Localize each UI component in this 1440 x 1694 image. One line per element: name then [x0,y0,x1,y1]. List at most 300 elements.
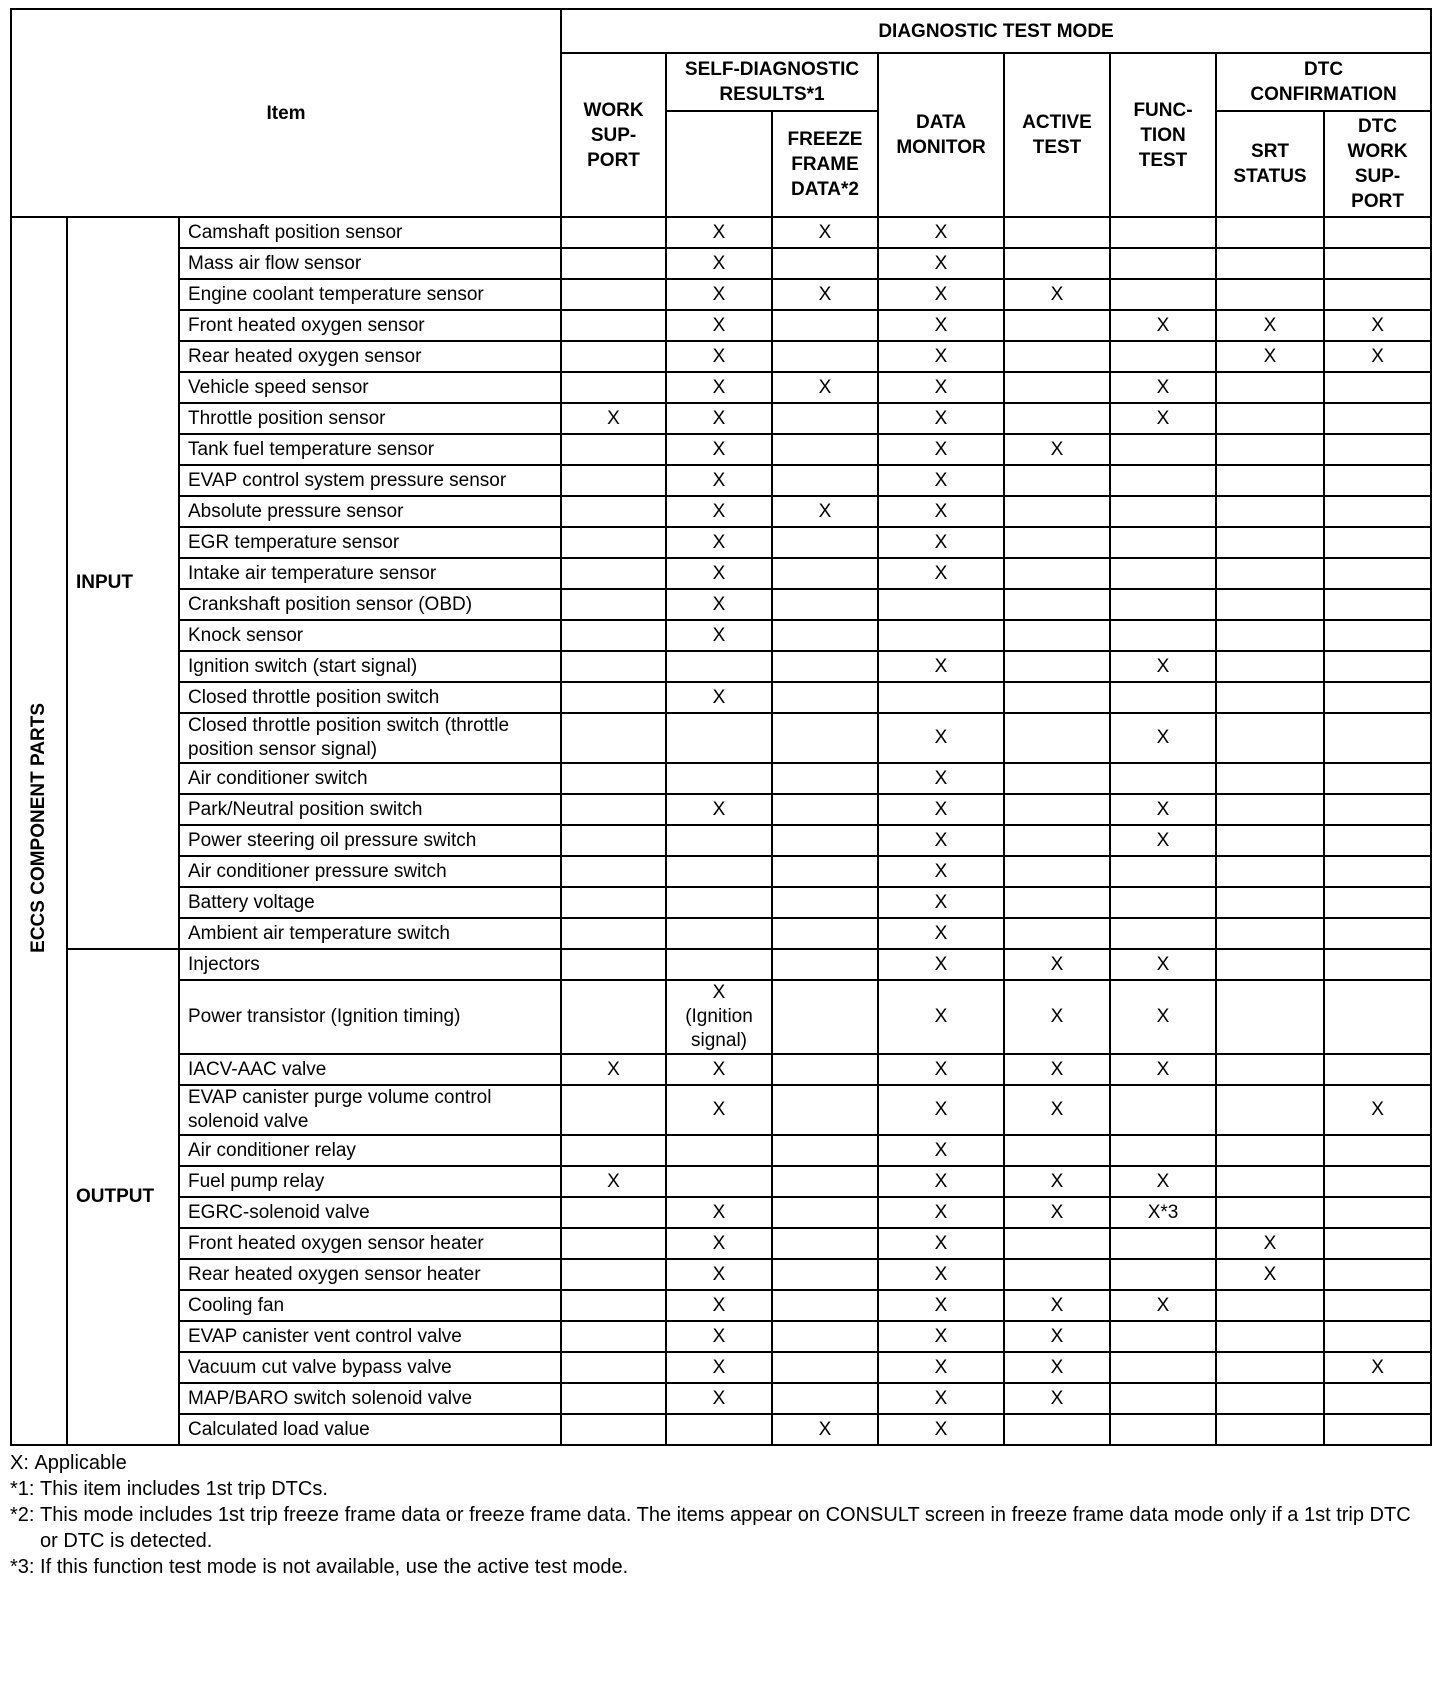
mark-cell: X [878,217,1004,248]
item-cell: Mass air flow sensor [179,248,561,279]
mark-cell [1216,372,1324,403]
mark-cell [1324,949,1431,980]
mark-cell: X [666,465,772,496]
mark-cell [1216,279,1324,310]
mark-cell [1004,825,1110,856]
mark-cell: X [666,1197,772,1228]
mark-cell: X [772,279,878,310]
item-cell: Air conditioner relay [179,1135,561,1166]
mark-cell [1004,372,1110,403]
mark-cell [1216,1054,1324,1085]
mark-cell [1216,856,1324,887]
mark-cell [1004,651,1110,682]
mark-cell [561,1259,666,1290]
mark-cell [772,527,878,558]
mark-cell [666,825,772,856]
mark-cell: X [666,1321,772,1352]
mark-cell [1216,825,1324,856]
mark-cell [772,589,878,620]
mark-cell [561,794,666,825]
mark-cell [772,682,878,713]
mark-cell [1324,279,1431,310]
mark-cell [1004,403,1110,434]
mark-cell [561,713,666,763]
table-row [11,310,1431,341]
mark-cell: X [1004,1166,1110,1197]
item-cell: Fuel pump relay [179,1166,561,1197]
mark-cell [772,310,878,341]
mark-cell: X [1004,279,1110,310]
mark-cell: X [878,527,1004,558]
table-row [11,527,1431,558]
mark-cell: X [666,1228,772,1259]
mark-cell: X [878,651,1004,682]
mark-cell [1324,1259,1431,1290]
table-row [11,1166,1431,1197]
mark-cell [1004,1135,1110,1166]
item-cell: Tank fuel temperature sensor [179,434,561,465]
mark-cell [1004,794,1110,825]
mark-cell [1324,434,1431,465]
mark-cell [772,794,878,825]
table-body [11,217,1431,1445]
mark-cell [878,620,1004,651]
mark-cell [561,310,666,341]
mark-cell: X [878,949,1004,980]
mark-cell [1216,1135,1324,1166]
mark-cell: X [772,1414,878,1445]
mark-cell [561,1085,666,1135]
mark-cell [1324,1321,1431,1352]
table-row [11,1383,1431,1414]
mark-cell: X (Ignition signal) [666,980,772,1054]
mark-cell [1004,620,1110,651]
mark-cell [772,341,878,372]
item-cell: Air conditioner pressure switch [179,856,561,887]
item-cell: Ambient air temperature switch [179,918,561,949]
mark-cell [1216,1166,1324,1197]
item-cell: Injectors [179,949,561,980]
mark-cell: X [878,1054,1004,1085]
mark-cell: X [878,248,1004,279]
item-cell: Camshaft position sensor [179,217,561,248]
mark-cell [1216,1197,1324,1228]
mark-cell: X [1004,1197,1110,1228]
mark-cell: X [878,465,1004,496]
mark-cell [878,589,1004,620]
mark-cell [1216,403,1324,434]
table-row [11,949,1431,980]
mark-cell [772,1259,878,1290]
mark-cell [666,887,772,918]
table-row [11,1321,1431,1352]
work-support-header: WORK SUP- PORT [561,53,666,217]
mark-cell [1004,527,1110,558]
mark-cell [561,248,666,279]
mark-cell: X [1110,980,1216,1054]
mark-cell: X [878,918,1004,949]
document-page [10,8,1430,1580]
mark-cell: X [772,217,878,248]
mark-cell [772,248,878,279]
mark-cell: X [666,217,772,248]
mark-cell [1216,465,1324,496]
mark-cell [561,341,666,372]
mark-cell [1216,1414,1324,1445]
mark-cell [772,1290,878,1321]
mark-cell [1324,1414,1431,1445]
mark-cell [1324,651,1431,682]
mark-cell [1004,589,1110,620]
item-cell: EGRC-solenoid valve [179,1197,561,1228]
mark-cell: X [1110,713,1216,763]
table-row [11,217,1431,248]
mark-cell [1216,620,1324,651]
mark-cell: X [666,589,772,620]
mark-cell [1110,1085,1216,1135]
mark-cell: X [1110,825,1216,856]
mark-cell [1004,310,1110,341]
mark-cell: X [878,856,1004,887]
mark-cell: X [666,403,772,434]
self-diagnostic-results-header: SELF-DIAGNOSTIC RESULTS*1 [666,53,878,111]
item-cell: Cooling fan [179,1290,561,1321]
mark-cell [1216,217,1324,248]
mark-cell: X [1004,1054,1110,1085]
table-row [11,980,1431,1054]
self-diagnostic-blank-cell [666,111,772,217]
mark-cell [772,465,878,496]
mark-cell [1324,682,1431,713]
mark-cell [1110,887,1216,918]
mark-cell [772,620,878,651]
mark-cell: X [1004,1290,1110,1321]
mark-cell [1324,980,1431,1054]
mark-cell: X [1110,1290,1216,1321]
mark-cell: X [1110,403,1216,434]
mark-cell [1004,918,1110,949]
mark-cell [772,1135,878,1166]
table-row [11,589,1431,620]
mark-cell [1324,918,1431,949]
mark-cell: X [878,1197,1004,1228]
table-row [11,713,1431,763]
mark-cell [561,372,666,403]
mark-cell [772,1321,878,1352]
mark-cell: X [878,1259,1004,1290]
mark-cell [1324,403,1431,434]
mark-cell [1216,558,1324,589]
mark-cell: X [1004,949,1110,980]
mark-cell [1324,1054,1431,1085]
mark-cell: X [772,496,878,527]
mark-cell [1110,248,1216,279]
mark-cell: X [1324,1352,1431,1383]
item-header: Item [11,9,561,217]
mark-cell: X [1216,310,1324,341]
mark-cell [878,682,1004,713]
mark-cell [1110,1414,1216,1445]
mark-cell: X [772,372,878,403]
mark-cell [1324,794,1431,825]
mark-cell: X [878,434,1004,465]
table-row [11,887,1431,918]
mark-cell: X [666,1259,772,1290]
mark-cell [1216,980,1324,1054]
mark-cell: X [878,825,1004,856]
item-cell: Power steering oil pressure switch [179,825,561,856]
mark-cell [1216,1383,1324,1414]
mark-cell [772,1352,878,1383]
mark-cell: X [666,279,772,310]
mark-cell [561,980,666,1054]
mark-cell [1324,1290,1431,1321]
mark-cell [1216,496,1324,527]
table-row [11,651,1431,682]
srt-status-header: SRT STATUS [1216,111,1324,217]
mark-cell [1216,651,1324,682]
item-cell: Front heated oxygen sensor [179,310,561,341]
mark-cell [561,651,666,682]
mark-cell [561,465,666,496]
mark-cell: X [1110,651,1216,682]
mark-cell: X [1110,794,1216,825]
table-row [11,1085,1431,1135]
mark-cell [1110,589,1216,620]
mark-cell: X [878,1135,1004,1166]
mark-cell [772,1383,878,1414]
mark-cell [772,949,878,980]
mark-cell [1110,1228,1216,1259]
mark-cell: X [878,1352,1004,1383]
mark-cell: X [666,310,772,341]
mark-cell [1110,217,1216,248]
mark-cell [1324,1135,1431,1166]
mark-cell [666,763,772,794]
item-cell: Vacuum cut valve bypass valve [179,1352,561,1383]
item-cell: Ignition switch (start signal) [179,651,561,682]
mark-cell: X [1324,1085,1431,1135]
mark-cell: X [666,794,772,825]
mark-cell [1324,527,1431,558]
mark-cell [561,825,666,856]
mark-cell: X [878,1383,1004,1414]
active-test-header: ACTIVE TEST [1004,53,1110,217]
mark-cell [1324,465,1431,496]
mark-cell [1324,496,1431,527]
mark-cell [1110,682,1216,713]
mark-cell [561,1135,666,1166]
mark-cell [1216,887,1324,918]
table-row [11,918,1431,949]
mark-cell: X [1324,341,1431,372]
table-row [11,558,1431,589]
mark-cell: X [666,1352,772,1383]
mark-cell: X [1004,1383,1110,1414]
table-row [11,794,1431,825]
mark-cell: X [1110,310,1216,341]
mark-cell [1324,620,1431,651]
mark-cell [772,651,878,682]
mark-cell [666,1166,772,1197]
mark-cell: X [878,279,1004,310]
item-cell: EVAP control system pressure sensor [179,465,561,496]
mark-cell [666,918,772,949]
mark-cell: X [878,1085,1004,1135]
mark-cell: X [666,248,772,279]
mark-cell [561,887,666,918]
mark-cell [1004,248,1110,279]
item-cell: Closed throttle position switch (throttle position sensor signal) [179,713,561,763]
table-row [11,1290,1431,1321]
mark-cell: X [878,1321,1004,1352]
dtc-confirmation-header: DTC CONFIRMATION [1216,53,1431,111]
mark-cell: X [1110,1166,1216,1197]
mark-cell [1216,682,1324,713]
footnotes [10,1450,1430,1580]
mark-cell [561,496,666,527]
table-row [11,620,1431,651]
table-row [11,1414,1431,1445]
mark-cell [561,1290,666,1321]
table-row [11,856,1431,887]
item-cell: Intake air temperature sensor [179,558,561,589]
mark-cell: X [666,341,772,372]
freeze-frame-data-header: FREEZE FRAME DATA*2 [772,111,878,217]
table-row [11,248,1431,279]
mark-cell: X [878,310,1004,341]
mark-cell [1004,713,1110,763]
mark-cell: X [878,1414,1004,1445]
item-cell: Absolute pressure sensor [179,496,561,527]
table-row [11,1197,1431,1228]
item-cell: Front heated oxygen sensor heater [179,1228,561,1259]
mark-cell: X [1110,949,1216,980]
mark-cell [1216,949,1324,980]
item-cell: Engine coolant temperature sensor [179,279,561,310]
mark-cell [561,1197,666,1228]
mark-cell [1216,1085,1324,1135]
item-cell: Rear heated oxygen sensor [179,341,561,372]
mark-cell [1110,1321,1216,1352]
mark-cell [1216,527,1324,558]
mark-cell: X [666,434,772,465]
mark-cell [1004,465,1110,496]
mark-cell [1324,1197,1431,1228]
item-cell: Throttle position sensor [179,403,561,434]
item-cell: EGR temperature sensor [179,527,561,558]
mark-cell [1216,918,1324,949]
mark-cell [772,403,878,434]
mark-cell [1324,1228,1431,1259]
item-cell: Park/Neutral position switch [179,794,561,825]
mark-cell [1324,248,1431,279]
mark-cell [772,1054,878,1085]
mark-cell [561,1228,666,1259]
mark-cell: X [1004,980,1110,1054]
table-row [11,372,1431,403]
table-row [11,1054,1431,1085]
item-cell: Closed throttle position switch [179,682,561,713]
mark-cell [561,558,666,589]
mark-cell: X [878,558,1004,589]
mark-cell [1324,1166,1431,1197]
mark-cell [561,589,666,620]
mark-cell [1110,434,1216,465]
category-label: ECCS COMPONENT PARTS [11,217,67,1445]
footnote: *2: This mode includes 1st trip freeze frame data or freeze frame data. The items appear on CONSULT screen in freeze frame data mode only if a 1st trip DTC or DTC is detected. [10,1504,1411,1552]
table-row [11,279,1431,310]
mark-cell [561,682,666,713]
mark-cell [772,1228,878,1259]
mark-cell: X [878,1166,1004,1197]
mark-cell: X [878,887,1004,918]
mark-cell: X [1324,310,1431,341]
table-row [11,1352,1431,1383]
mark-cell [561,620,666,651]
mark-cell: X [1110,1054,1216,1085]
mark-cell [1110,1259,1216,1290]
mark-cell [1004,763,1110,794]
mark-cell [772,980,878,1054]
mark-cell [1324,1383,1431,1414]
mark-cell [772,856,878,887]
mark-cell: X [878,372,1004,403]
item-cell: Crankshaft position sensor (OBD) [179,589,561,620]
item-cell: EVAP canister vent control valve [179,1321,561,1352]
mark-cell [772,1197,878,1228]
mark-cell [1004,496,1110,527]
group-label-output: OUTPUT [67,949,179,1445]
item-cell: Knock sensor [179,620,561,651]
mark-cell [1324,558,1431,589]
mark-cell [772,1166,878,1197]
mark-cell [1216,763,1324,794]
table-row [11,434,1431,465]
mark-cell [1324,713,1431,763]
mark-cell [772,825,878,856]
mark-cell: X [878,713,1004,763]
mark-cell [666,1414,772,1445]
mark-cell: X [666,496,772,527]
mark-cell [561,918,666,949]
table-row [11,682,1431,713]
mark-cell [561,763,666,794]
mark-cell: X [878,794,1004,825]
mark-cell: X [878,1228,1004,1259]
mark-cell: X [1004,1321,1110,1352]
mark-cell [1110,279,1216,310]
mark-cell [1004,1414,1110,1445]
mark-cell: X [666,1383,772,1414]
table-row [11,465,1431,496]
mark-cell: X [1004,1352,1110,1383]
footnote: *1: This item includes 1st trip DTCs. [10,1478,328,1500]
mark-cell [1216,434,1324,465]
mark-cell [1110,1352,1216,1383]
mark-cell [1324,825,1431,856]
footnote: *3: If this function test mode is not available, use the active test mode. [10,1556,629,1578]
function-test-header: FUNC- TION TEST [1110,53,1216,217]
footnote: X: Applicable [10,1452,127,1474]
mark-cell: X [561,1166,666,1197]
mark-cell [561,217,666,248]
item-cell: Battery voltage [179,887,561,918]
mark-cell [1216,248,1324,279]
mark-cell: X [878,980,1004,1054]
mark-cell [666,856,772,887]
mark-cell [1324,763,1431,794]
